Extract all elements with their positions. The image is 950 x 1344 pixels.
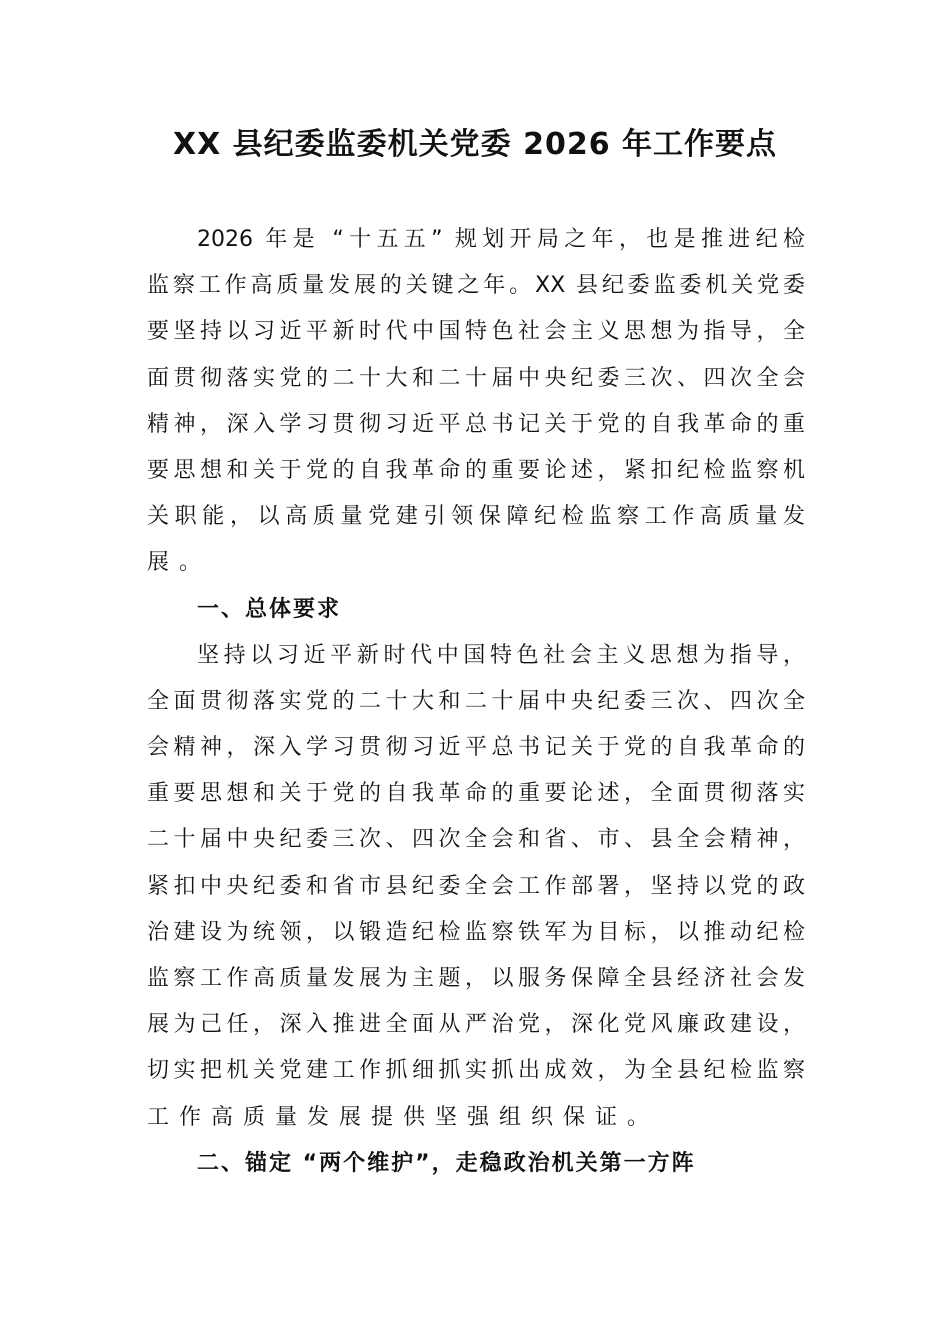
paragraph-line: 2026 年是 “十五五” 规划开局之年，也是推进纪检 — [197, 227, 805, 252]
document-title: XX 县纪委监委机关党委 2026 年工作要点 — [172, 127, 778, 162]
paragraph-line: 展。 — [147, 550, 212, 576]
paragraph-line: 全面贯彻落实党的二十大和二十届中央纪委三次、四次全 — [147, 688, 805, 714]
paragraph-line: 关职能，以高质量党建引领保障纪检监察工作高质量发 — [147, 504, 805, 530]
paragraph-line: 面贯彻落实党的二十大和二十届中央纪委三次、四次全会 — [147, 365, 805, 391]
paragraph-line: 二十届中央纪委三次、四次全会和省、市、县全会精神， — [147, 827, 805, 853]
paragraph-line: 精神，深入学习贯彻习近平总书记关于党的自我革命的重 — [147, 411, 805, 437]
paragraph-line: 展为己任，深入推进全面从严治党，深化党风廉政建设， — [147, 1012, 805, 1038]
paragraph-line: 工作高质量发展提供坚强组织保证。 — [147, 1104, 660, 1130]
paragraph-line: 紧扣中央纪委和省市县纪委全会工作部署，坚持以党的政 — [147, 873, 805, 899]
paragraph-line: 要思想和关于党的自我革命的重要论述，紧扣纪检监察机 — [147, 457, 805, 483]
section-heading: 一、总体要求 — [197, 596, 342, 622]
document-body — [147, 217, 805, 1187]
paragraph-line: 坚持以习近平新时代中国特色社会主义思想为指导， — [197, 642, 805, 668]
paragraph-line: 监察工作高质量发展的关键之年。XX 县纪委监委机关党委 — [147, 273, 805, 299]
section-heading: 二、锚定 “两个维护”，走稳政治机关第一方阵 — [197, 1150, 696, 1176]
paragraph-line: 切实把机关党建工作抓细抓实抓出成效，为全县纪检监察 — [147, 1058, 805, 1084]
paragraph-line: 要坚持以习近平新时代中国特色社会主义思想为指导，全 — [147, 319, 805, 345]
paragraph-line: 会精神，深入学习贯彻习近平总书记关于党的自我革命的 — [147, 735, 805, 761]
paragraph-line: 监察工作高质量发展为主题，以服务保障全县经济社会发 — [147, 966, 805, 991]
paragraph-line: 治建设为统领，以锻造纪检监察铁军为目标，以推动纪检 — [147, 919, 805, 945]
paragraph-line: 重要思想和关于党的自我革命的重要论述，全面贯彻落实 — [147, 781, 805, 807]
